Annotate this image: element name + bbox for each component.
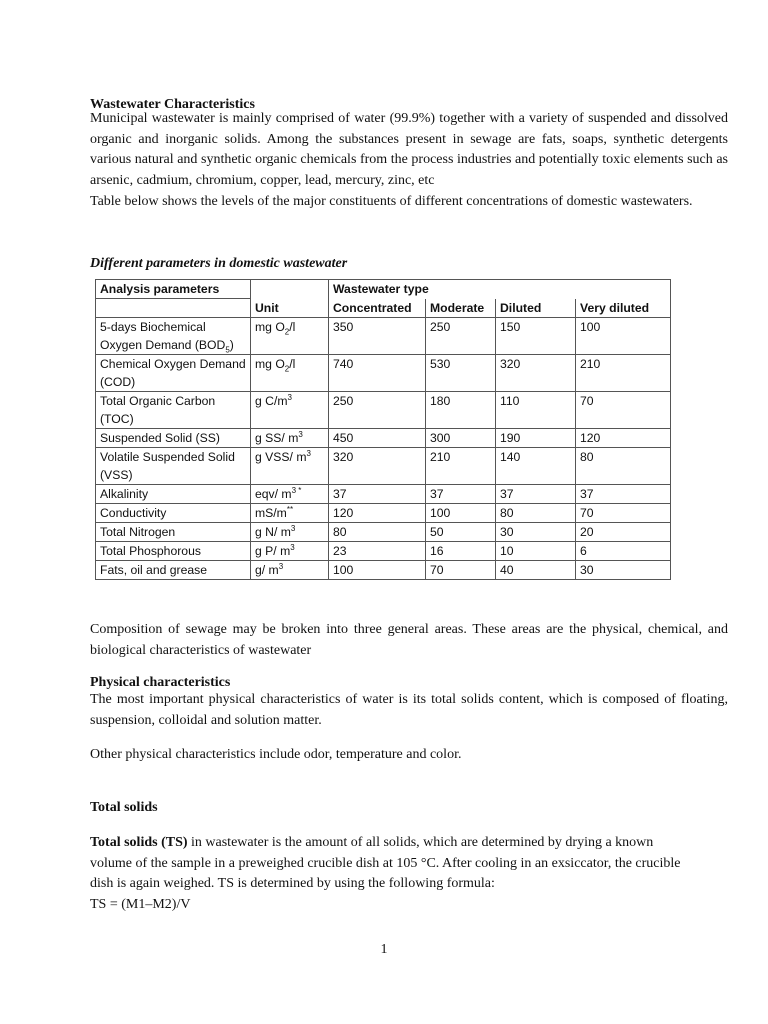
cell-diluted: 30 xyxy=(496,522,576,541)
cell-very-diluted: 100 xyxy=(576,317,671,354)
col-very-diluted: Very diluted xyxy=(576,299,671,318)
table-subheader-row xyxy=(96,299,671,318)
ts-line-1: in wastewater is the amount of all solids, which are determined by drying a known xyxy=(187,835,654,850)
cell-moderate: 530 xyxy=(426,354,496,391)
table-row xyxy=(96,317,671,354)
cell-unit: g/ $m^3$ xyxy=(251,560,329,579)
col-unit: Unit xyxy=(251,299,329,318)
cell-concentrated: 350 xyxy=(329,317,426,354)
header-analysis-parameters: Analysis parameters xyxy=(96,280,251,299)
cell-very-diluted: 37 xyxy=(576,484,671,503)
table-row xyxy=(96,447,671,484)
composition-paragraph: Composition of sewage may be broken into three general areas. These areas are the physical, chemical, and biological characteristics of wastewater xyxy=(90,622,728,658)
cell-very-diluted: 70 xyxy=(576,391,671,428)
ts-line-2: volume of the sample in a preweighed crucible dish at 105 °C. After cooling in an exsiccator, the crucible xyxy=(90,855,681,871)
cell-concentrated: 450 xyxy=(329,428,426,447)
cell-concentrated: 740 xyxy=(329,354,426,391)
table-row xyxy=(96,541,671,560)
cell-unit: g VSS/ $m^3$ xyxy=(251,447,329,484)
cell-moderate: 300 xyxy=(426,428,496,447)
physical-heading: Physical characteristics xyxy=(90,675,231,690)
table-row xyxy=(96,503,671,522)
table-row xyxy=(96,522,671,541)
col-concentrated: Concentrated xyxy=(329,299,426,318)
cell-moderate: 16 xyxy=(426,541,496,560)
ts-line-3: dish is again weighed. TS is determined by using the following formula: xyxy=(90,876,495,891)
ts-formula: TS = (M1–M2)/V xyxy=(90,896,191,912)
cell-very-diluted: 70 xyxy=(576,503,671,522)
cell-very-diluted: 30 xyxy=(576,560,671,579)
parameters-table xyxy=(95,279,671,580)
table-caption: Different parameters in domestic wastewater xyxy=(90,256,348,271)
cell-parameter: Fats, oil and grease xyxy=(96,560,251,579)
cell-diluted: 110 xyxy=(496,391,576,428)
cell-parameter: Suspended Solid (SS) xyxy=(96,428,251,447)
cell-concentrated: 100 xyxy=(329,560,426,579)
page-number: 1 xyxy=(380,942,388,957)
physical-paragraph: The most important physical characteristics of water is its total solids content, which is composed of floating, suspension, colloidal and solution matter. xyxy=(90,692,728,728)
table-row xyxy=(96,391,671,428)
table-row xyxy=(96,428,671,447)
intro-paragraph: Municipal wastewater is mainly comprised of water (99.9%) together with a variety of suspended and dissolved organic and inorganic solids. Among the substances present in sewage are fats, soaps, synthetic detergents various natural and synthetic organic chemicals from the process industries and potentially toxic elements such as arsenic, cadmium, chromium, copper, lead, mercury, zinc, etc xyxy=(90,111,728,188)
cell-concentrated: 120 xyxy=(329,503,426,522)
cell-diluted: 80 xyxy=(496,503,576,522)
cell-moderate: 250 xyxy=(426,317,496,354)
cell-concentrated: 250 xyxy=(329,391,426,428)
cell-very-diluted: 20 xyxy=(576,522,671,541)
header-unit-blank xyxy=(251,280,329,299)
cell-concentrated: 80 xyxy=(329,522,426,541)
cell-parameter: Volatile Suspended Solid (VSS) xyxy=(96,447,251,484)
total-solids-paragraph xyxy=(90,833,750,915)
cell-parameter: Total Organic Carbon (TOC) xyxy=(96,391,251,428)
cell-parameter: Total Nitrogen xyxy=(96,522,251,541)
header-wastewater-type: Wastewater type xyxy=(329,280,671,299)
total-solids-heading: Total solids xyxy=(90,800,158,815)
cell-diluted: 140 xyxy=(496,447,576,484)
cell-moderate: 70 xyxy=(426,560,496,579)
cell-very-diluted: 80 xyxy=(576,447,671,484)
cell-diluted: 37 xyxy=(496,484,576,503)
col-moderate: Moderate xyxy=(426,299,496,318)
cell-very-diluted: 6 xyxy=(576,541,671,560)
cell-unit: g N/ $m^3$ xyxy=(251,522,329,541)
cell-very-diluted: 210 xyxy=(576,354,671,391)
cell-unit: eqv/ $m^{3 *}$ xyxy=(251,484,329,503)
cell-moderate: 180 xyxy=(426,391,496,428)
table-row xyxy=(96,354,671,391)
cell-diluted: 190 xyxy=(496,428,576,447)
other-physical-paragraph: Other physical characteristics include odor, temperature and color. xyxy=(90,747,462,762)
col-diluted: Diluted xyxy=(496,299,576,318)
table-row xyxy=(96,560,671,579)
cell-unit: g P/ $m^3$ xyxy=(251,541,329,560)
cell-concentrated: 320 xyxy=(329,447,426,484)
cell-moderate: 210 xyxy=(426,447,496,484)
cell-moderate: 50 xyxy=(426,522,496,541)
cell-moderate: 100 xyxy=(426,503,496,522)
cell-parameter: Alkalinity xyxy=(96,484,251,503)
cell-moderate: 37 xyxy=(426,484,496,503)
cell-concentrated: 23 xyxy=(329,541,426,560)
cell-parameter: Total Phosphorous xyxy=(96,541,251,560)
ts-term: Total solids (TS) xyxy=(90,835,188,850)
cell-concentrated: 37 xyxy=(329,484,426,503)
cell-unit: g $C/m^3$ xyxy=(251,391,329,428)
cell-unit: mg $O_2/l$ xyxy=(251,317,329,354)
cell-diluted: 150 xyxy=(496,317,576,354)
table-header-row xyxy=(96,280,671,299)
cell-diluted: 40 xyxy=(496,560,576,579)
cell-parameter: 5-days Biochemical Oxygen Demand $(BOD_5)$ xyxy=(96,317,251,354)
cell-very-diluted: 120 xyxy=(576,428,671,447)
subheader-blank xyxy=(96,299,251,318)
section-heading: Wastewater Characteristics xyxy=(90,97,255,112)
cell-unit: g SS/ $m^3$ xyxy=(251,428,329,447)
cell-diluted: 320 xyxy=(496,354,576,391)
cell-parameter: Conductivity xyxy=(96,503,251,522)
table-row xyxy=(96,484,671,503)
cell-unit: mS/m** xyxy=(251,503,329,522)
cell-diluted: 10 xyxy=(496,541,576,560)
cell-unit: mg $O_2/l$ xyxy=(251,354,329,391)
cell-parameter: Chemical Oxygen Demand (COD) xyxy=(96,354,251,391)
table-intro-paragraph: Table below shows the levels of the major constituents of different concentrations of domestic wastewaters. xyxy=(90,194,693,209)
